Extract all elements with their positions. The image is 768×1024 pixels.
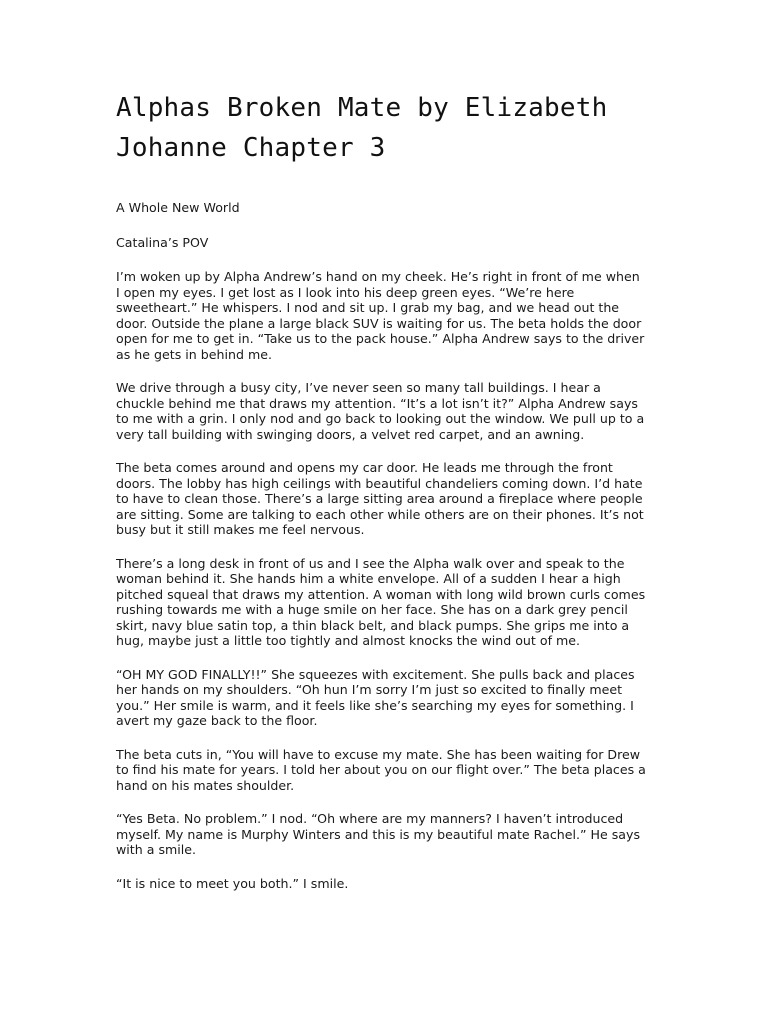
paragraph: There’s a long desk in front of us and I see the Alpha walk over and speak to the woman behind it. She hands him a white envelope. All of a sudden I hear a high pitched squeal that draws my attention. A woman with long wild brown curls comes rushing towards me with a huge smile on her face. She has on a dark grey pencil skirt, navy blue satin top, a thin black belt, and black pumps. She grips me into a hug, maybe just a little too tightly and almost knocks the wind out of me. xyxy=(116,555,646,648)
chapter-heading: A Whole New World xyxy=(116,200,240,215)
paragraph: The beta cuts in, “You will have to excuse my mate. She has been waiting for Drew to find his mate for years. I told her about you on our flight over.” The beta places a hand on his mates shoulder. xyxy=(116,746,646,793)
document-page xyxy=(116,88,646,909)
paragraph: “Yes Beta. No problem.” I nod. “Oh where are my manners? I haven’t introduced myself. My name is Murphy Winters and this is my beautiful mate Rachel.” He says with a smile. xyxy=(116,811,641,857)
paragraph: I’m woken up by Alpha Andrew’s hand on my cheek. He’s right in front of me when I open my eyes. I get lost as I look into his deep green eyes. “We’re here sweetheart.” He whispers. I nod and sit up. I grab my bag, and we head out the door. Outside the plane a large black SUV is waiting for us. The beta holds the door open for me to get in. “Take us to the pack house.” Alpha Andrew says to the driver as he gets in behind me. xyxy=(116,269,645,362)
pov-label: Catalina’s POV xyxy=(116,234,209,250)
paragraph: “It is nice to meet you both.” I smile. xyxy=(116,875,349,891)
document-title: Alphas Broken Mate by Elizabeth Johanne Chapter 3 xyxy=(116,93,608,163)
paragraph: We drive through a busy city, I’ve never seen so many tall buildings. I hear a chuckle behind me that draws my attention. “It’s a lot isn’t it?” Alpha Andrew says to me with a grin. I only nod and go back to looking out the window. We pull up to a very tall building with swinging doors, a velvet red carpet, and an awning. xyxy=(116,380,645,442)
paragraph: “OH MY GOD FINALLY!!” She squeezes with excitement. She pulls back and places her hands on my shoulders. “Oh hun I’m sorry I’m just so excited to finally meet you.” Her smile is warm, and it feels like she’s searching my eyes for something. I avert my gaze back to the floor. xyxy=(116,666,635,728)
paragraph: The beta comes around and opens my car door. He leads me through the front doors. The lobby has high ceilings with beautiful chandeliers coming down. I’d hate to have to clean those. There’s a large sitting area around a fireplace where people are sitting. Some are talking to each other while others are on their phones. It’s not busy but it still makes me feel nervous. xyxy=(116,460,644,537)
